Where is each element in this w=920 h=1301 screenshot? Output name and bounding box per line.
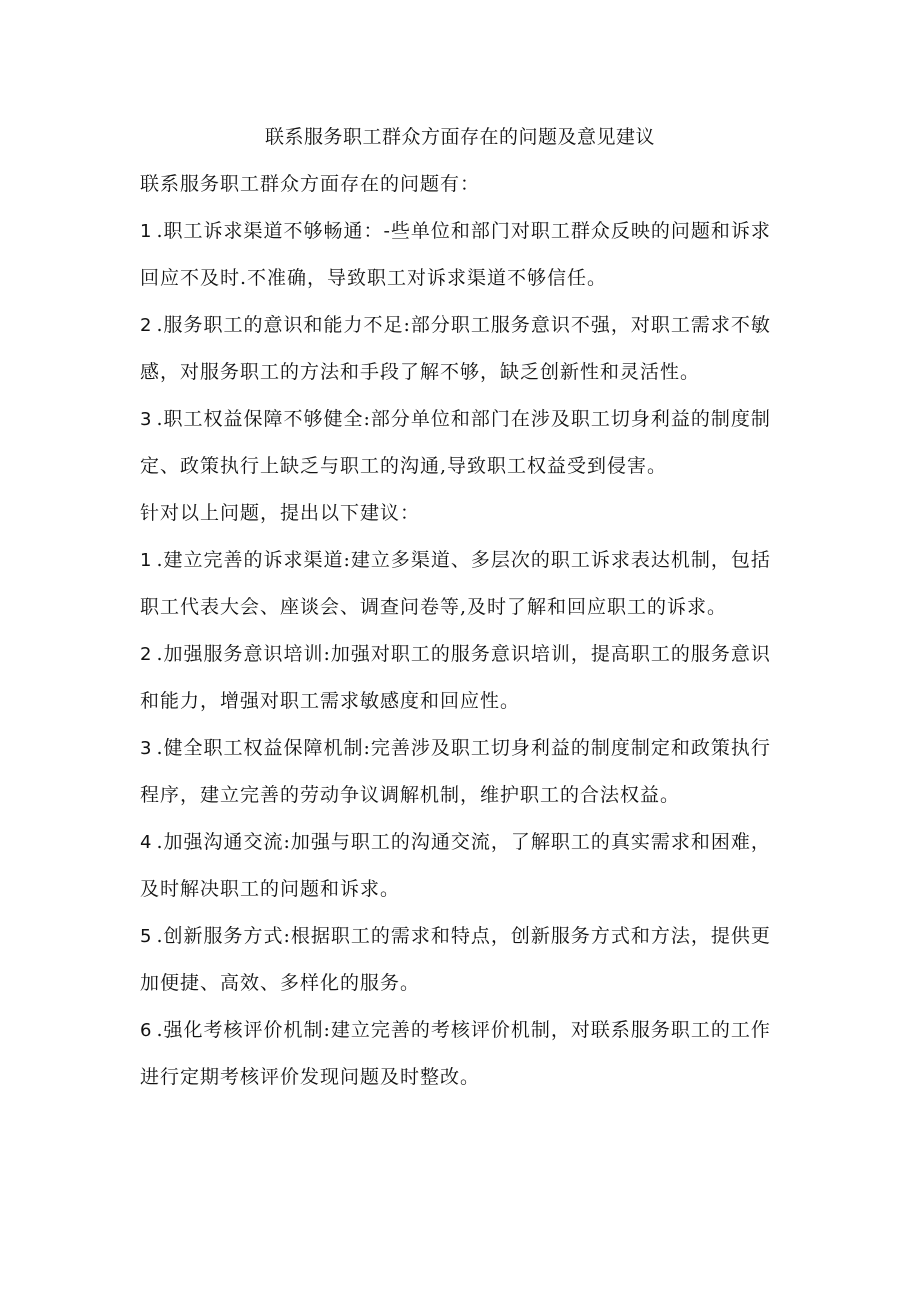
suggestion-text: 和能力，增强对职工需求敏感度和回应性。 xyxy=(140,690,521,712)
suggestion-text: 职工代表大会、座谈会、调查问卷等,及时了解和回应职工的诉求。 xyxy=(140,596,728,618)
suggestion-text: .加强服务意识培训:加强对职工的服务意识培训，提高职工的服务意识 xyxy=(156,643,771,665)
problem-number: 3 xyxy=(140,409,153,430)
problem-text: .职工权益保障不够健全:部分单位和部门在涉及职工切身利益的制度制 xyxy=(156,408,771,430)
suggestion-item-6 xyxy=(140,1007,790,1101)
suggestion-text: .加强沟通交流:加强与职工的沟通交流，了解职工的真实需求和困难， xyxy=(156,831,771,853)
problem-text: .服务职工的意识和能力不足:部分职工服务意识不强，对职工需求不敏 xyxy=(156,314,771,336)
problem-number: 2 xyxy=(140,315,153,336)
suggestions-intro: 针对以上问题，提出以下建议： xyxy=(140,502,421,524)
suggestion-number: 4 xyxy=(140,832,153,853)
suggestion-text: 程序，建立完善的劳动争议调解机制，维护职工的合法权益。 xyxy=(140,784,681,806)
problem-item-1 xyxy=(140,208,790,302)
suggestion-item-3 xyxy=(140,725,790,819)
suggestion-text: .建立完善的诉求渠道:建立多渠道、多层次的职工诉求表达机制，包括 xyxy=(156,549,771,571)
problem-item-2 xyxy=(140,302,790,396)
suggestion-text: .创新服务方式:根据职工的需求和特点，创新服务方式和方法，提供更 xyxy=(156,925,771,947)
suggestion-text: .强化考核评价机制:建立完善的考核评价机制，对联系服务职工的工作 xyxy=(156,1019,771,1041)
suggestion-number: 3 xyxy=(140,738,153,759)
document-body xyxy=(140,161,790,1101)
suggestion-item-2 xyxy=(140,631,790,725)
suggestion-number: 5 xyxy=(140,926,153,947)
problem-text: 感，对服务职工的方法和手段了解不够，缺乏创新性和灵活性。 xyxy=(140,361,701,383)
problems-intro: 联系服务职工群众方面存在的问题有： xyxy=(140,173,481,195)
suggestion-text: 及时解决职工的问题和诉求。 xyxy=(140,878,401,900)
document-title: 联系服务职工群众方面存在的问题及意见建议 xyxy=(264,126,655,148)
suggestion-text: .健全职工权益保障机制:完善涉及职工切身利益的制度制定和政策执行 xyxy=(156,737,771,759)
problem-number: 1 xyxy=(140,221,153,242)
problem-item-3 xyxy=(140,396,790,490)
suggestion-text: 进行定期考核评价发现问题及时整改。 xyxy=(140,1066,481,1088)
suggestion-item-1 xyxy=(140,537,790,631)
suggestion-item-4 xyxy=(140,819,790,913)
suggestion-number: 6 xyxy=(140,1020,153,1041)
suggestion-number: 2 xyxy=(140,644,153,665)
suggestion-text: 加便捷、高效、多样化的服务。 xyxy=(140,972,421,994)
problem-text: .职工诉求渠道不够畅通：-些单位和部门对职工群众反映的问题和诉求 xyxy=(156,220,771,242)
suggestion-number: 1 xyxy=(140,550,153,571)
problem-text: 回应不及时.不准确，导致职工对诉求渠道不够信任。 xyxy=(140,267,608,289)
suggestion-item-5 xyxy=(140,913,790,1007)
problem-text: 定、政策执行上缺乏与职工的沟通,导致职工权益受到侵害。 xyxy=(140,455,668,477)
